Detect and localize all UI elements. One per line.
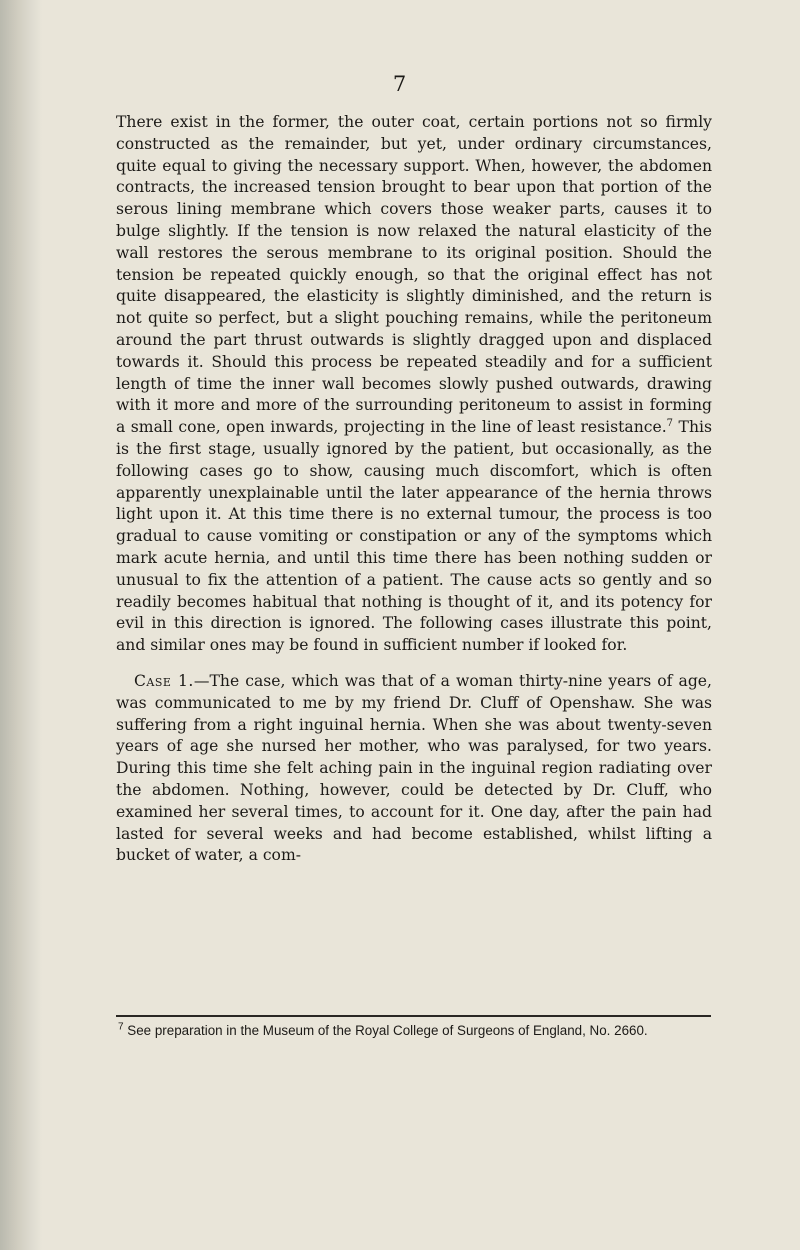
paragraph-case-1 (116, 671, 712, 867)
page-number: 7 (392, 72, 408, 96)
case-label: Case 1. (134, 671, 194, 690)
page-gutter-shadow (0, 0, 42, 1250)
paragraph-1-continuation: This is the first stage, usually ignored by the patient, but occasionally, as the following cases go to show, causing much discomfort, which is often apparently unexplainable until the later appearance of the hernia throws light upon it. At this time there is no external tumour, the process is too gradual to cause vomiting or constipation or any of the symptoms which mark acute hernia, and until this time there has been nothing sudden or unusual to fix the attention of a patient. The cause acts so gently and so readily becomes habitual that nothing is thought of it, and its potency for evil in this direction is ignored. The following cases illustrate this point, and similar ones may be found in sufficient number if looked for. (116, 418, 712, 655)
footnote-divider (116, 1015, 711, 1017)
case-text: —The case, which was that of a woman thirty-nine years of age, was communicated to me by my friend Dr. Cluff of Openshaw. She was suffering from a right inguinal hernia. When she was about twenty-seven years of age she nursed her mother, who was paralysed, for two years. During this time she felt aching pain in the inguinal region radiating over the abdomen. Nothing, however, could be detected by Dr. Cluff, who examined her several times, to account for it. One day, after the pain had lasted for several weeks and had become established, whilst lifting a bucket of water, a com- (116, 671, 712, 865)
footnote-text: See preparation in the Museum of the Royal College of Surgeons of England, No. 2660. (127, 1023, 648, 1038)
footnote-marker: 7 (118, 1021, 124, 1033)
body-text (116, 112, 712, 867)
footnote-reference: 7 (666, 417, 674, 429)
footnote (118, 1023, 712, 1039)
paragraph-1-text: There exist in the former, the outer coat, certain portions not so firmly constructed as the remainder, but yet, under ordinary circumstances, quite equal to giving the necessary support. When, however, the abdomen contracts, the increased tension brought to bear upon that portion of the serous lining membrane which covers those weaker parts, causes it to bulge slightly. If the tension is now relaxed the natural elasticity of the wall restores the serous membrane to its original position. Should the tension be repeated quickly enough, so that the original effect has not quite disappeared, the elasticity is slightly diminished, and the return is not quite so perfect, but a slight pouching remains, while the peritoneum around the part thrust outwards is slightly dragged upon and displaced towards it. Should this process be repeated steadily and for a sufficient length of time the inner wall becomes slowly pushed outwards, drawing with it more and more of the surrounding peritoneum to assist in forming a small cone, open inwards, projecting in the line of least resistance. (116, 113, 712, 437)
paragraph-1 (116, 112, 712, 657)
